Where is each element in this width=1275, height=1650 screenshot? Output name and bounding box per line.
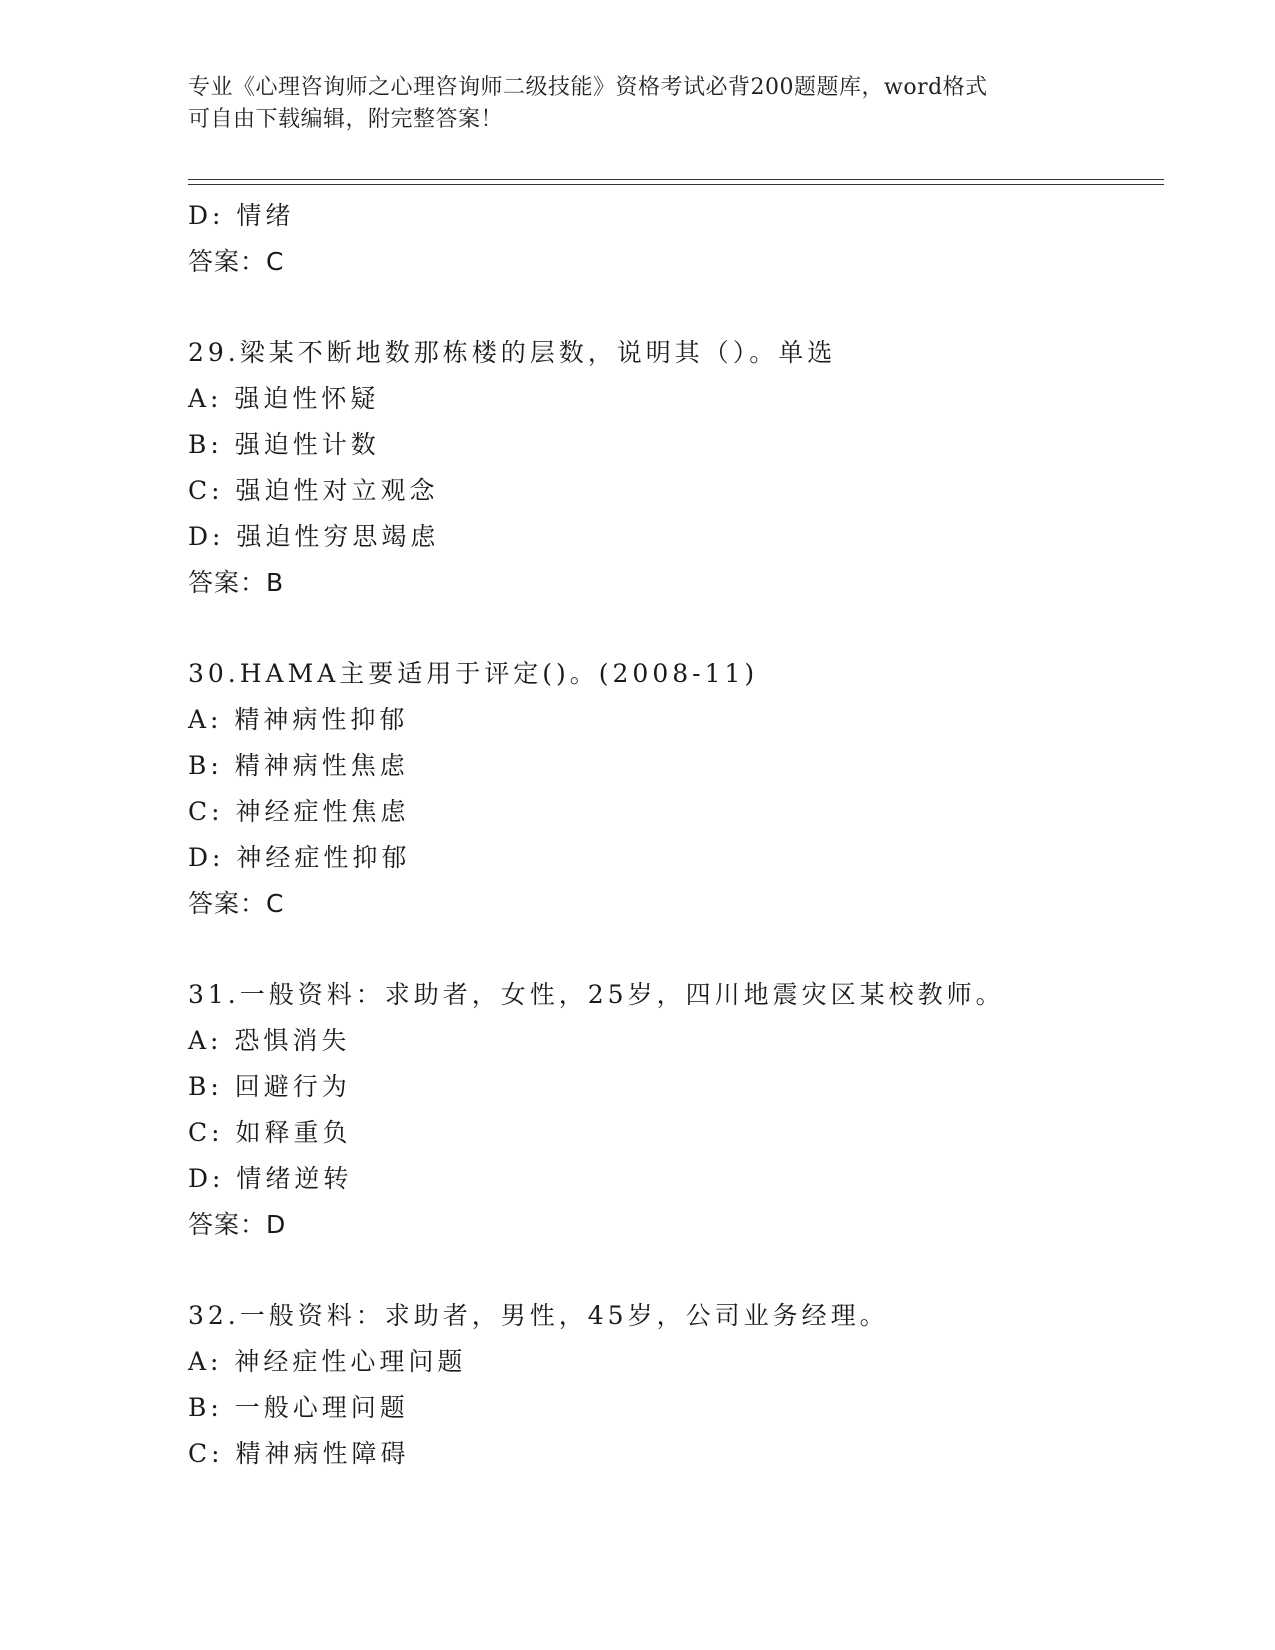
question-29 — [188, 330, 1164, 606]
option-d: D: 神经症性抑郁 — [188, 843, 411, 872]
option-d: D: 强迫性穷思竭虑 — [188, 522, 440, 551]
option-c: C: 如释重负 — [188, 1118, 352, 1147]
option-b: B: 一般心理问题 — [188, 1393, 409, 1422]
header-line-2: 可自由下载编辑，附完整答案！ — [188, 107, 504, 132]
option-a: A: 强迫性怀疑 — [188, 384, 380, 413]
option-a: A: 精神病性抑郁 — [188, 705, 409, 734]
option-c: C: 精神病性障碍 — [188, 1439, 410, 1468]
question-30 — [188, 651, 1164, 927]
question-stem: 30.HAMA主要适用于评定()。(2008-11) — [188, 659, 759, 688]
option-d: D: 情绪逆转 — [188, 1164, 353, 1193]
answer: 答案：C — [188, 247, 285, 276]
document-header — [188, 72, 1088, 136]
option-c: C: 神经症性焦虑 — [188, 797, 410, 826]
answer: 答案：B — [188, 568, 285, 597]
question-stem: 32.一般资料：求助者，男性，45岁，公司业务经理。 — [188, 1301, 889, 1330]
option-b: B: 强迫性计数 — [188, 430, 380, 459]
option-b: B: 回避行为 — [188, 1072, 351, 1101]
header-divider-top — [188, 179, 1164, 180]
question-32 — [188, 1293, 1164, 1477]
answer: 答案：D — [188, 1210, 287, 1239]
option-b: B: 精神病性焦虑 — [188, 751, 409, 780]
question-list — [188, 193, 1164, 1477]
answer: 答案：C — [188, 889, 285, 918]
option-a: A: 神经症性心理问题 — [188, 1347, 467, 1376]
question-stem: 29.梁某不断地数那栋楼的层数，说明其（）。单选 — [188, 338, 837, 367]
header-divider-bottom — [188, 184, 1164, 185]
option-d: D: 情绪 — [188, 201, 295, 230]
question-31 — [188, 972, 1164, 1248]
question-28 — [188, 193, 1164, 285]
option-c: C: 强迫性对立观念 — [188, 476, 439, 505]
header-line-1: 专业《心理咨询师之心理咨询师二级技能》资格考试必背200题题库，word格式 — [188, 75, 988, 100]
option-a: A: 恐惧消失 — [188, 1026, 351, 1055]
question-stem: 31.一般资料：求助者，女性，25岁，四川地震灾区某校教师。 — [188, 980, 1005, 1009]
